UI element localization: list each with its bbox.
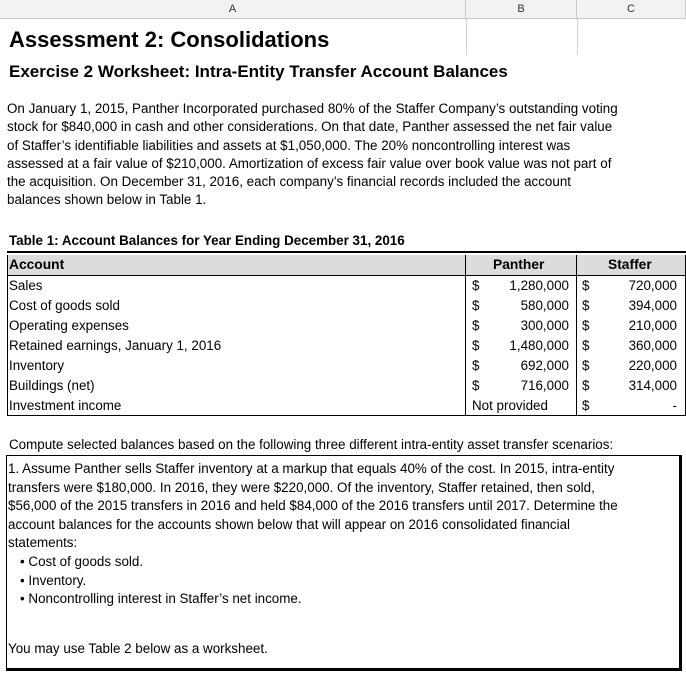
cell-staffer-value: 314,000 bbox=[628, 378, 677, 393]
table-divider bbox=[576, 255, 577, 416]
cell-account: Operating expenses bbox=[9, 318, 129, 333]
intro-line: balances shown below in Table 1. bbox=[7, 192, 207, 208]
intro-line: On January 1, 2015, Panther Incorporated purchased 80% of the Staffer Company’s outstanding voting bbox=[7, 101, 618, 116]
table-caption: Table 1: Account Balances for Year Ending December 31, 2016 bbox=[9, 233, 405, 248]
intro-line: of Staffer’s identifiable liabilities and assets at $1,050,000. The 20% noncontrolling interest was bbox=[7, 137, 571, 153]
cell-panther-value: 716,000 bbox=[520, 378, 569, 393]
cell-account: Cost of goods sold bbox=[9, 298, 120, 313]
scenario-line: statements: bbox=[8, 535, 78, 551]
cell-panther-value: 300,000 bbox=[520, 318, 569, 333]
cell-account: Buildings (net) bbox=[9, 378, 95, 393]
cell-panther-currency: $ bbox=[472, 358, 480, 373]
table-row[interactable] bbox=[7, 336, 686, 356]
cell-staffer-currency: $ bbox=[582, 358, 590, 373]
scenario-box[interactable] bbox=[6, 455, 682, 671]
cell-panther-value: 692,000 bbox=[520, 358, 569, 373]
table-row[interactable] bbox=[7, 396, 686, 416]
cell-account: Retained earnings, January 1, 2016 bbox=[9, 338, 222, 353]
column-header-b[interactable]: B bbox=[466, 0, 577, 19]
intro-paragraph bbox=[7, 100, 677, 210]
cell-staffer-value: 360,000 bbox=[628, 338, 677, 353]
table-row[interactable] bbox=[7, 296, 686, 316]
cell-staffer-value: 720,000 bbox=[628, 278, 677, 293]
scenario-line: transfers were $180,000. In 2016, they were $220,000. Of the inventory, Staffer retained, then sold, bbox=[8, 479, 595, 495]
cell-panther-currency: $ bbox=[472, 298, 480, 313]
cell-staffer-value: 394,000 bbox=[628, 298, 677, 313]
compute-instruction: Compute selected balances based on the following three different intra-entity asset transfer scenarios: bbox=[9, 437, 614, 452]
cell-panther-value: 580,000 bbox=[520, 298, 569, 313]
intro-line: stock for $840,000 in cash and other considerations. On that date, Panther assessed the net fair value bbox=[7, 119, 613, 135]
scenario-line: account balances for the accounts shown below that will appear on 2016 consolidated financial bbox=[8, 516, 571, 532]
table-bottom-rule bbox=[7, 415, 686, 416]
page-subtitle: Exercise 2 Worksheet: Intra-Entity Transfer Account Balances bbox=[9, 62, 508, 81]
scenario-text bbox=[8, 460, 678, 609]
intro-line: assessed at a fair value of $210,000. Amortization of excess fair value over book value was not part of bbox=[7, 155, 612, 171]
cell-account: Inventory bbox=[9, 358, 65, 373]
worksheet-note: You may use Table 2 below as a worksheet. bbox=[8, 641, 268, 656]
intro-line: the acquisition. On December 31, 2016, each company’s financial records included the account bbox=[7, 174, 571, 190]
header-panther: Panther bbox=[493, 257, 545, 272]
page-title: Assessment 2: Consolidations bbox=[9, 27, 330, 52]
table-row[interactable] bbox=[7, 356, 686, 376]
cell-staffer-currency: $ bbox=[582, 318, 590, 333]
cell-staffer-value: 210,000 bbox=[628, 318, 677, 333]
cell-panther-value: 1,480,000 bbox=[509, 338, 569, 353]
cell-staffer-value: - bbox=[672, 398, 677, 413]
header-account: Account bbox=[9, 257, 65, 272]
cell-panther-currency: $ bbox=[472, 338, 480, 353]
cell-account: Investment income bbox=[9, 398, 122, 413]
scenario-bullet: • Inventory. bbox=[20, 572, 87, 588]
table-row[interactable] bbox=[7, 276, 686, 296]
table-top-rule bbox=[7, 251, 686, 253]
table-row[interactable] bbox=[7, 376, 686, 396]
grid-line bbox=[577, 19, 578, 55]
grid-line bbox=[466, 19, 467, 55]
column-header-c[interactable]: C bbox=[577, 0, 686, 19]
cell-staffer-currency: $ bbox=[582, 338, 590, 353]
table-divider bbox=[465, 255, 466, 416]
cell-staffer-currency: $ bbox=[582, 298, 590, 313]
cell-staffer-currency: $ bbox=[582, 278, 590, 293]
scenario-bullet: • Cost of goods sold. bbox=[20, 553, 144, 569]
column-header-a[interactable]: A bbox=[0, 0, 466, 19]
table-border-left bbox=[7, 255, 8, 416]
cell-account: Sales bbox=[9, 278, 43, 293]
header-staffer: Staffer bbox=[608, 257, 652, 272]
cell-panther-value: 1,280,000 bbox=[509, 278, 569, 293]
cell-panther-currency: $ bbox=[472, 318, 480, 333]
scenario-bullet: • Noncontrolling interest in Staffer’s net income. bbox=[20, 591, 302, 607]
table-row[interactable] bbox=[7, 316, 686, 336]
scenario-line: $56,000 of the 2015 transfers in 2016 and held $84,000 of the 2016 transfers until 2017. Determine the bbox=[8, 498, 618, 514]
cell-panther-value: Not provided bbox=[472, 398, 548, 413]
cell-staffer-currency: $ bbox=[582, 378, 590, 393]
cell-panther-currency: $ bbox=[472, 378, 480, 393]
cell-staffer-value: 220,000 bbox=[628, 358, 677, 373]
table-header-row bbox=[7, 255, 686, 275]
cell-staffer-currency: $ bbox=[582, 398, 590, 413]
cell-panther-currency: $ bbox=[472, 278, 480, 293]
scenario-line: 1. Assume Panther sells Staffer inventory at a markup that equals 40% of the cost. In 2015, intra-entity bbox=[8, 461, 615, 476]
